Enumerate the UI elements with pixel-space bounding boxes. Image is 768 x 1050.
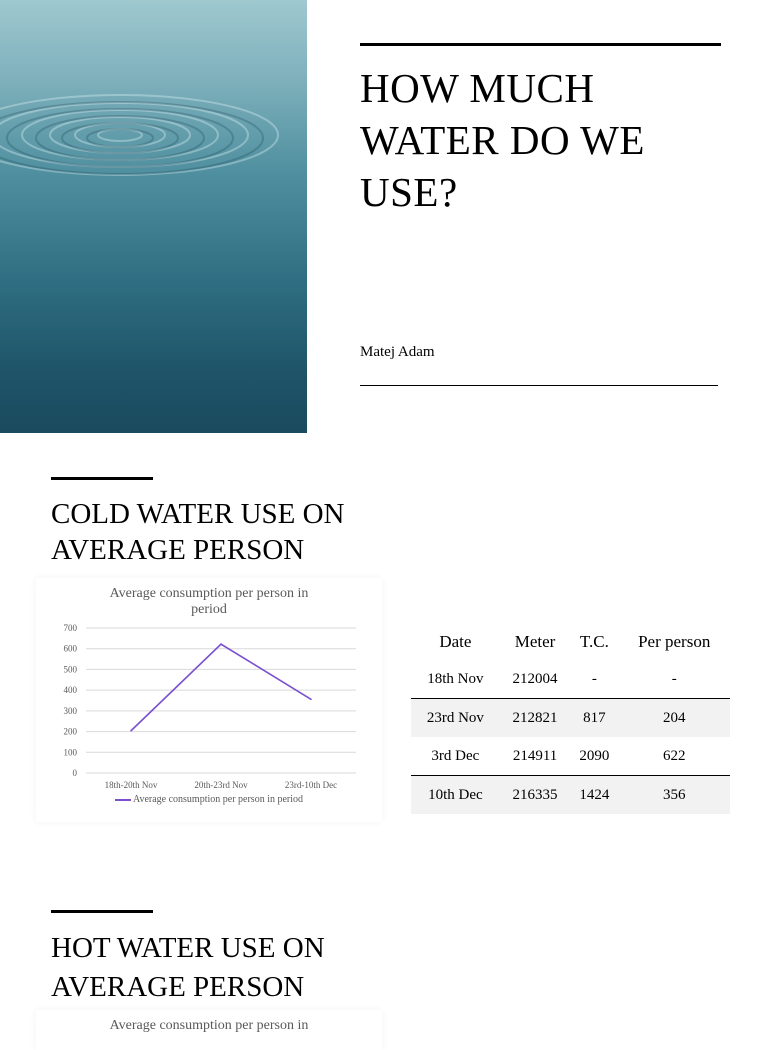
chart-legend <box>36 794 382 805</box>
header-tc: T.C. <box>579 632 609 651</box>
legend-label: Average consumption per person in period <box>132 794 304 805</box>
hot-title-line1: HOT WATER USE ON <box>51 932 325 964</box>
cell-meter: 212004 <box>512 670 558 687</box>
cell-tc: - <box>591 670 597 687</box>
water-ripple-image <box>0 0 307 433</box>
y-tick-label: 500 <box>63 664 77 675</box>
y-tick-label: 300 <box>63 705 77 716</box>
cell-date: 18th Nov <box>427 670 484 687</box>
cell-tc: 817 <box>570 699 618 738</box>
cell-per-person: - <box>671 670 677 687</box>
table-row <box>411 660 730 699</box>
cell-meter: 214911 <box>512 747 558 764</box>
x-tick-label: 20th-23rd Nov <box>194 780 248 790</box>
consumption-table <box>411 624 730 814</box>
header-date: Date <box>439 632 472 651</box>
y-tick-label: 200 <box>63 726 77 737</box>
series-line <box>131 644 311 731</box>
data-point <box>220 643 222 645</box>
author-name: Matej Adam <box>360 344 435 360</box>
hot-section-rule <box>51 910 153 913</box>
y-tick-label: 400 <box>63 685 77 696</box>
title-bottom-rule <box>360 385 718 386</box>
x-tick-label: 23rd-10th Dec <box>284 780 338 790</box>
hot-title-line2: AVERAGE PERSON <box>51 971 305 1003</box>
data-point <box>310 698 312 700</box>
table-header-row <box>411 624 730 660</box>
y-tick-label: 700 <box>63 623 77 633</box>
hot-chart-title: Average consumption per person in <box>109 1018 309 1033</box>
cell-tc: 2090 <box>579 747 610 764</box>
cold-section-rule <box>51 477 153 480</box>
cold-section-title <box>51 496 411 568</box>
cold-title-line1: COLD WATER USE ON <box>51 498 345 530</box>
cell-per-person: 622 <box>662 747 686 764</box>
cell-per-person: 356 <box>618 776 730 815</box>
x-tick-label: 18th-20th Nov <box>104 780 158 790</box>
cell-meter: 212821 <box>500 699 571 738</box>
table-row <box>411 737 730 776</box>
table-row <box>411 776 730 815</box>
header-per-person: Per person <box>638 632 711 651</box>
cold-title-line2: AVERAGE PERSON <box>51 534 305 566</box>
cell-date: 10th Dec <box>411 776 500 815</box>
y-tick-label: 0 <box>72 768 77 778</box>
cell-date: 3rd Dec <box>431 747 480 764</box>
ripple-drawing <box>0 0 307 433</box>
chart-plot <box>36 578 382 822</box>
cell-meter: 216335 <box>500 776 571 815</box>
header-meter: Meter <box>514 632 556 651</box>
presentation-title: HOW MUCH WATER DO WE USE? <box>360 65 645 215</box>
cell-date: 23rd Nov <box>411 699 500 738</box>
data-point <box>130 730 132 732</box>
y-tick-label: 600 <box>63 643 77 654</box>
title-top-rule <box>360 43 721 46</box>
hot-chart <box>36 1010 382 1050</box>
table-row <box>411 699 730 738</box>
legend-line-swatch <box>115 799 131 801</box>
chart-title-line1: Average consumption per person in <box>109 586 309 601</box>
cold-chart <box>36 578 382 822</box>
cell-tc: 1424 <box>570 776 618 815</box>
cell-per-person: 204 <box>618 699 730 738</box>
hot-section-title <box>51 929 411 1007</box>
y-tick-label: 100 <box>63 747 77 758</box>
chart-title-line2: period <box>191 602 227 617</box>
